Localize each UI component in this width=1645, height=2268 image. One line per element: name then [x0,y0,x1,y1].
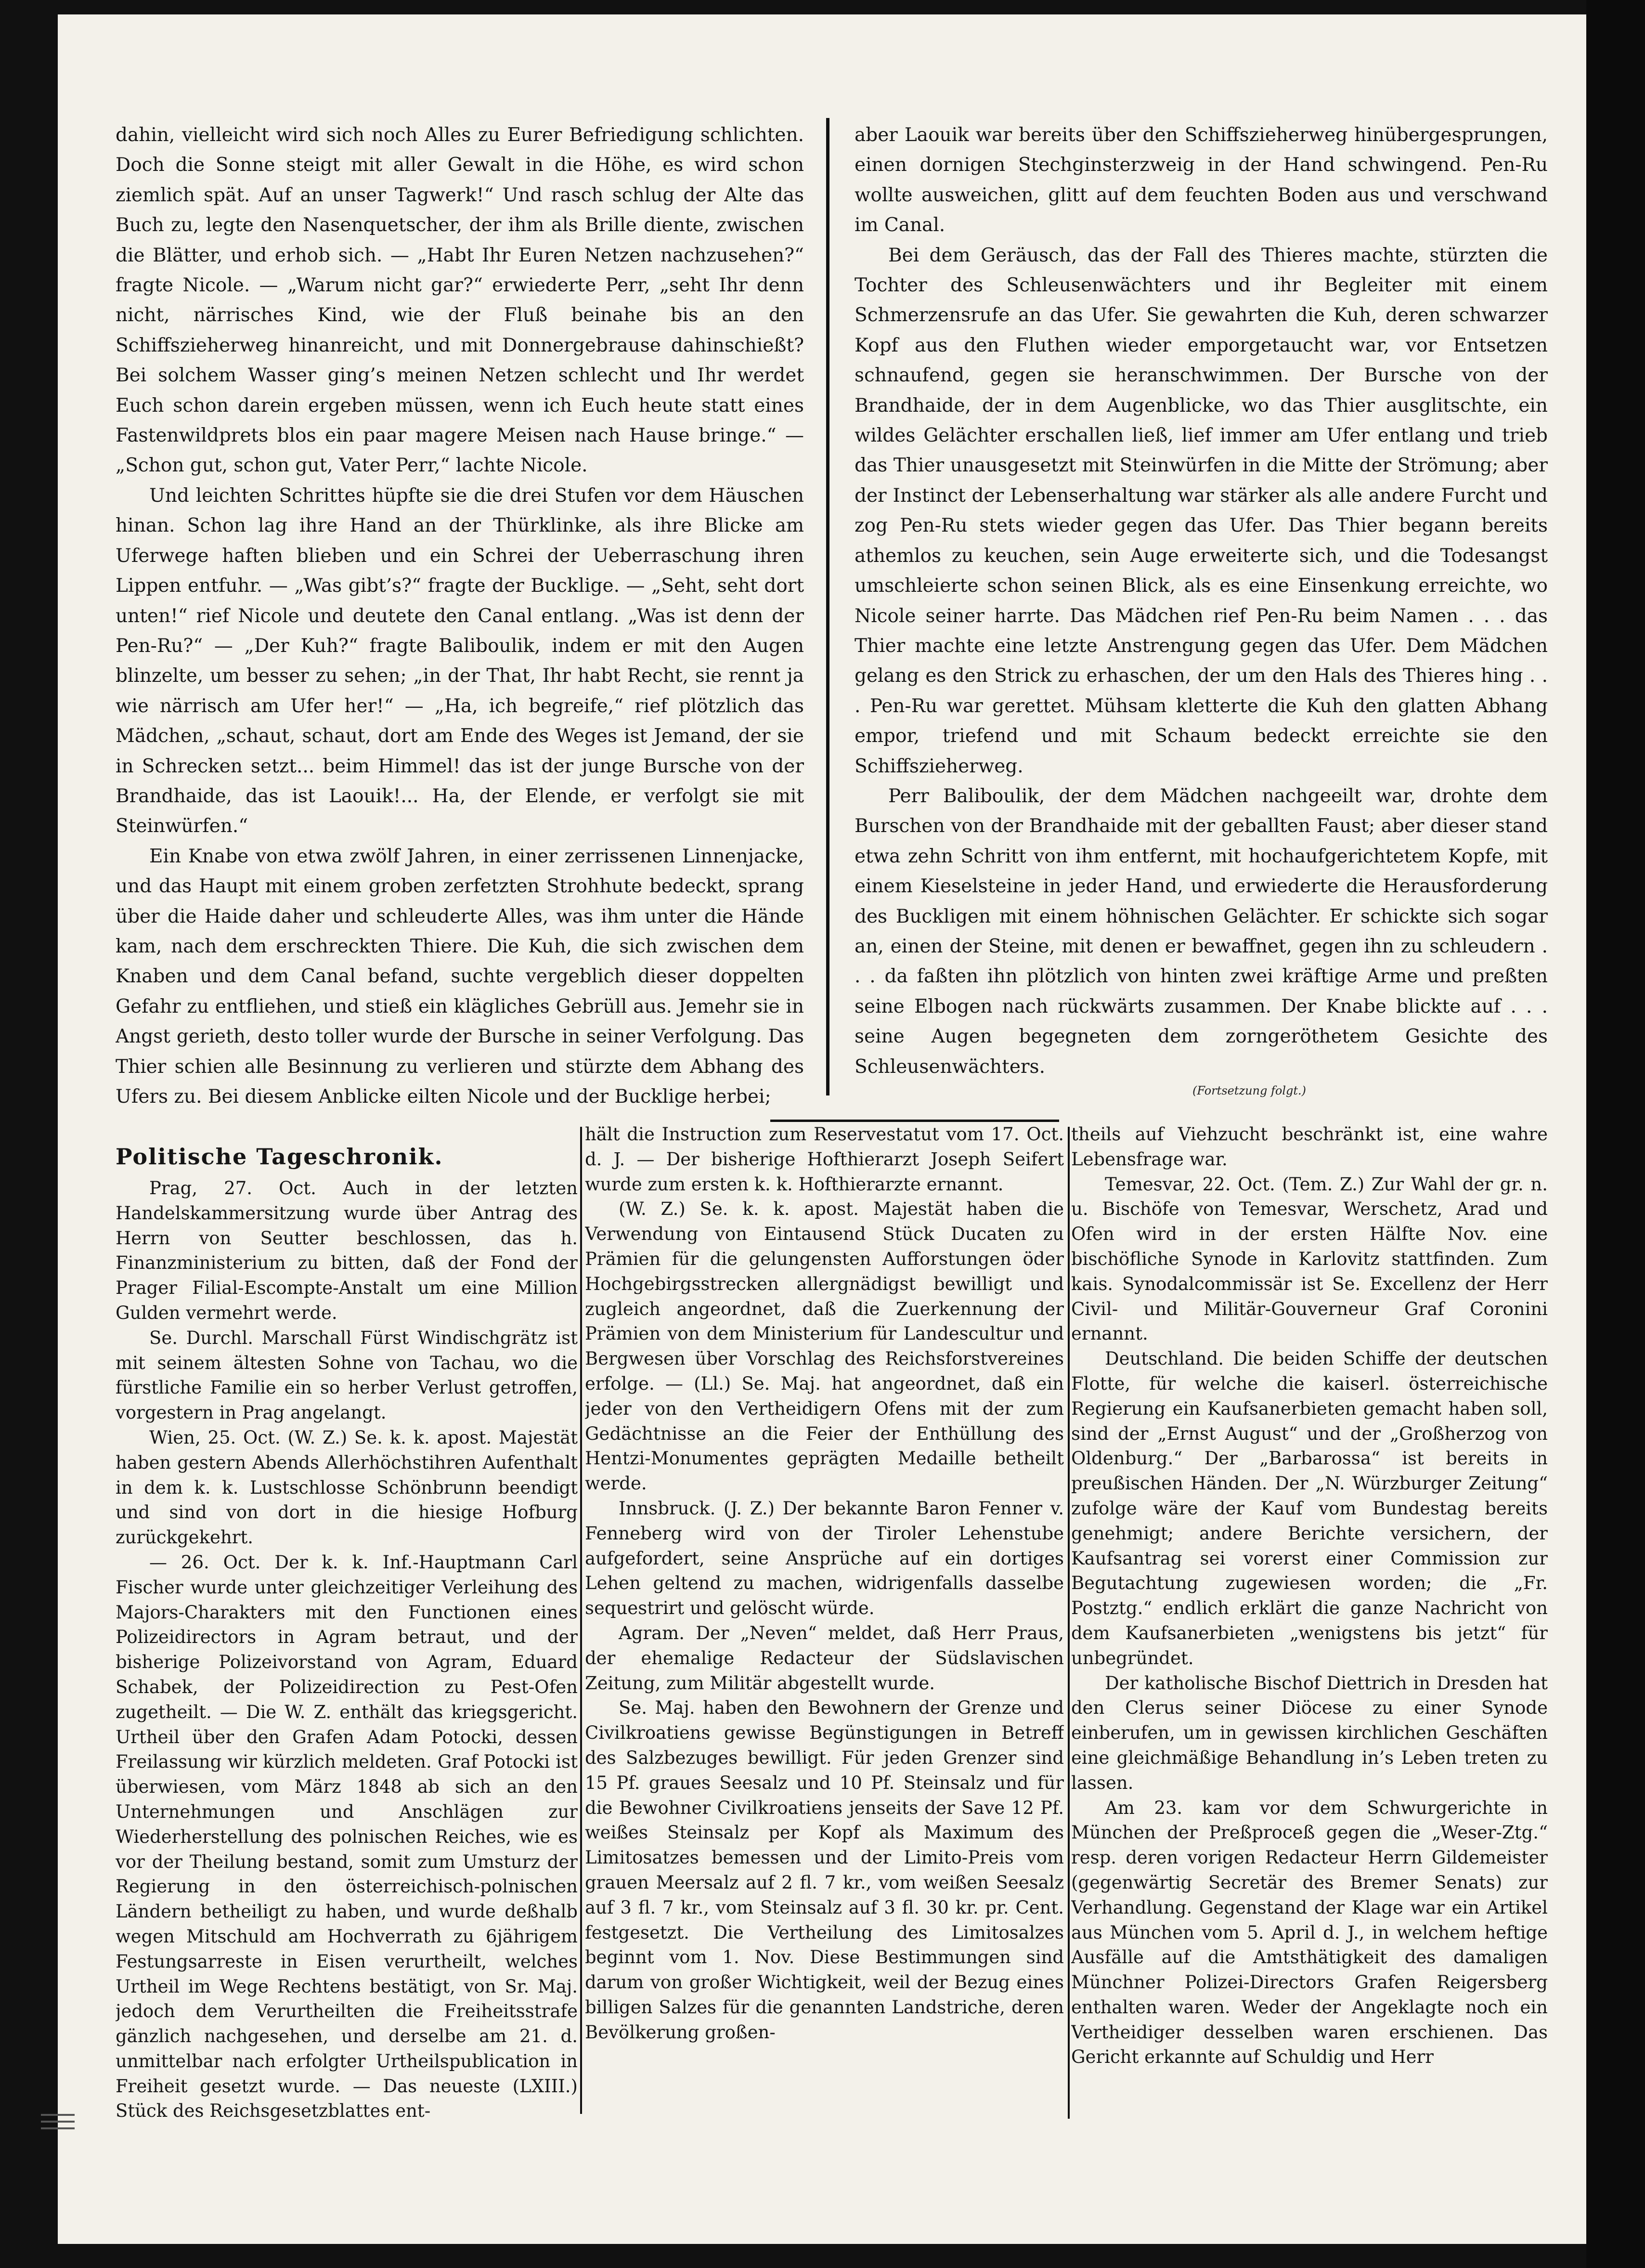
chronicle-column-1 [116,1141,578,2148]
section-heading: Politische Tageschronik. [116,1144,443,1170]
story-paragraph: dahin, vielleicht wird sich noch Alles zu Eurer Befriedigung schlichten. Doch die Sonne steigt mit aller Gewalt in die Höhe, es wird schon ziemlich spät. Auf an unser Tagwerk!“ Und rasch schlug der Alte das Buch zu, legte den Nasenquetscher, der ihm als Brille diente, zwischen die Blätter, und erhob sich. — „Habt Ihr Euren Netzen nachzusehen?“ fragte Nicole. — „Warum nicht gar?“ erwiederte Perr, „seht Ihr denn nicht, närrisches Kind, wie der Fluß beinahe bis an den Schiffszieherweg hinanreicht, und mit Donnergebrause dahinschießt? Bei solchem Wasser ging’s meinen Netzen schlecht und Ihr werdet Euch schon darein ergeben müssen, wenn ich Euch heute statt eines Fastenwildprets blos ein paar magere Meisen nach Hause bringe.“ — „Schon gut, schon gut, Vater Perr,“ lachte Nicole. [116,124,804,477]
news-item: Der katholische Bischof Diettrich in Dresden hat den Clerus seiner Diöcese zu einer Synode einberufen, um in gewissen kirchlichen Geschäften eine gleichmäßige Behandlung in’s Leben treten zu lassen. [1071,1672,1548,1793]
story-paragraph: Und leichten Schrittes hüpfte sie die drei Stufen vor dem Häuschen hinan. Schon lag ihre Hand an der Thürklinke, als ihre Blicke am Uferwege haften blieben und ein Schrei der Ueberraschung ihren Lippen entfuhr. — „Was gibt’s?“ fragte der Bucklige. — „Seht, seht dort unten!“ rief Nicole und deutete den Canal entlang. „Was ist denn der Pen-Ru?“ — „Der Kuh?“ fragte Baliboulik, indem er mit den Augen blinzelte, um besser zu sehen; „in der That, Ihr habt Recht, sie rennt ja wie närrisch am Ufer her!“ — „Ha, ich begreife,“ rief plötzlich das Mädchen, „schaut, schaut, dort am Ende des Weges ist Jemand, der sie in Schrecken setzt... beim Himmel! das ist der junge Bursche von der Brandhaide, das ist Laouik!... Ha, der Elende, er verfolgt sie mit Steinwürfen.“ [116,484,804,837]
news-item: hält die Instruction zum Reservestatut vom 17. Oct. d. J. — Der bisherige Hofthierarzt Joseph Seifert wurde zum ersten k. k. Hofthierarzte ernannt. [585,1124,1064,1195]
news-item: theils auf Viehzucht beschränkt ist, eine wahre Lebensfrage war. [1071,1124,1548,1170]
chronicle-column-3 [1071,1122,1548,2138]
column-rule [580,1127,582,2114]
news-item: Se. Durchl. Marschall Fürst Windischgrätz ist mit seinem ältesten Sohne von Tachau, wo die fürstliche Familie ein so herber Verlust getroffen, vorgestern in Prag angelangt. [116,1327,578,1423]
continuation-note: (Fortsetzung folgt.) [1192,1084,1306,1097]
story-column-left [116,120,804,1108]
margin-mark [41,2114,75,2116]
chronicle-column-2 [585,1122,1064,2138]
news-item: Se. Maj. haben den Bewohnern der Grenze und Civilkroatiens gewisse Begünstigungen in Betreff des Salzbezuges bewilligt. Für jeden Grenzer sind 15 Pf. graues Seesalz und 10 Pf. Steinsalz und für die Bewohner Civilkroatiens jenseits der Save 12 Pf. weißes Steinsalz per Kopf als Maximum des Limitosatzes bemessen und der Limito-Preis vom grauen Meersalz auf 2 fl. 7 kr., vom weißen Seesalz auf 3 fl. 7 kr., vom Steinsalz auf 3 fl. 30 kr. pr. Cent. festgesetzt. Die Vertheilung des Limitosalzes beginnt vom 1. Nov. Diese Bestimmungen sind darum von großer Wichtigkeit, weil der Bezug eines billigen Salzes für die genannten Landstriche, deren Bevölkerung großen- [585,1697,1064,2043]
story-paragraph: Bei dem Geräusch, das der Fall des Thieres machte, stürzten die Tochter des Schleusenwächters und ihr Begleiter mit einem Schmerzensrufe an das Ufer. Sie gewahrten die Kuh, deren schwarzer Kopf aus den Fluthen wieder emporgetaucht war, vor Entsetzen schnaufend, gegen sie heranschwimmen. Der Bursche von der Brandhaide, der in dem Augenblicke, wo das Thier ausglitschte, ein wildes Gelächter erschallen ließ, lief immer am Ufer entlang und trieb das Thier unausgesetzt mit Steinwürfen in die Mitte der Strömung; aber der Instinct der Lebenserhaltung war stärker als alle andere Furcht und zog Pen-Ru stets wieder gegen das Ufer. Das Thier begann bereits athemlos zu keuchen, sein Auge erweiterte sich, und die Todesangst umschleierte schon seinen Blick, als es eine Einsenkung erreichte, wo Nicole seiner harrte. Das Mädchen rief Pen-Ru beim Namen . . . das Thier machte eine letzte Anstrengung gegen das Ufer. Dem Mädchen gelang es den Strick zu erhaschen, der um den Hals des Thieres hing . . . Pen-Ru war gerettet. Mühsam kletterte die Kuh den glatten Abhang empor, triefend und mit Schaum bedeckt erreichte sie den Schiffszieherweg. [855,244,1548,777]
margin-mark [41,2121,75,2123]
story-column-right [855,120,1548,1088]
news-item: Am 23. kam vor dem Schwurgerichte in München der Preßproceß gegen die „Weser-Ztg.“ resp. deren vorigen Redacteur Herrn Gildemeister (gegenwärtig Secretär des Bremer Senats) zur Verhandlung. Gegenstand der Klage war ein Artikel aus München vom 5. April d. J., in welchem heftige Ausfälle auf die Amtsthätigkeit des damaligen Münchner Polizei-Directors Grafen Reigersberg enthalten waren. Weder der Angeklagte noch ein Vertheidiger desselben waren erschienen. Das Gericht erkannte auf Schuldig und Herr [1071,1797,1548,2068]
news-item: — 26. Oct. Der k. k. Inf.-Hauptmann Carl Fischer wurde unter gleichzeitiger Verleihung des Majors-Charakters mit den Functionen eines Polizeidirectors in Agram betraut, und der bisherige Polizeivorstand von Agram, Eduard Schabek, der Polizeidirection zu Pest-Ofen zugetheilt. — Die W. Z. enthält das kriegsgericht. Urtheil über den Grafen Adam Potocki, dessen Freilassung wir kürzlich meldeten. Graf Potocki ist überwiesen, vom März 1848 ab sich an den Unternehmungen und Anschlägen zur Wiederherstellung des polnischen Reiches, wie es vor der Theilung bestand, somit zum Umsturz der Regierung in den österreichisch-polnischen Ländern betheiligt zu haben, und wurde deßhalb wegen Mitschuld am Hochverrath zu 6jährigem Festungsarreste in Eisen verurtheilt, welches Urtheil im Wege Rechtens bestätigt, von Sr. Maj. jedoch dem Verurtheilten die Freiheitsstrafe gänzlich nachgesehen, und derselbe am 21. d. unmittelbar nach erfolgter Urtheilspublication in Freiheit gesetzt wurde. — Das neueste (LXIII.) Stück des Reichsgesetzblattes ent- [116,1551,578,2122]
news-item: Temesvar, 22. Oct. (Tem. Z.) Zur Wahl der gr. n. u. Bischöfe von Temesvar, Werschetz, Arad und Ofen wird in der ersten Hälfte Nov. eine bischöfliche Synode in Karlovitz stattfinden. Zum kais. Synodalcommissär ist Se. Excellenz der Herr Civil- und Militär-Gouverneur Graf Coronini ernannt. [1071,1173,1548,1344]
column-rule [826,118,829,1095]
story-paragraph: aber Laouik war bereits über den Schiffszieherweg hinübergesprungen, einen dornigen Stechginsterzweig in der Hand schwingend. Pen-Ru wollte ausweichen, glitt auf dem feuchten Boden aus und verschwand im Canal. [855,124,1548,236]
news-item: Agram. Der „Neven“ meldet, daß Herr Praus, der ehemalige Redacteur der Südslavischen Zeitung, zum Militär abgestellt wurde. [585,1622,1064,1694]
news-item: Wien, 25. Oct. (W. Z.) Se. k. k. apost. Majestät haben gestern Abends Allerhöchstihren Aufenthalt in dem k. k. Lustschlosse Schönbrunn beendigt und sind von dort in die hiesige Hofburg zurückgekehrt. [116,1427,578,1548]
scan-edge-shadow [1586,0,1645,2268]
story-paragraph: Ein Knabe von etwa zwölf Jahren, in einer zerrissenen Linnenjacke, und das Haupt mit einem groben zerfetzten Strohhute bedeckt, sprang über die Haide daher und schleuderte Alles, was ihm unter die Hände kam, nach dem erschreckten Thiere. Die Kuh, die sich zwischen dem Knaben und dem Canal befand, suchte vergeblich dieser doppelten Gefahr zu entfliehen, und stieß ein klägliches Gebrüll aus. Jemehr sie in Angst gerieth, desto toller wurde der Bursche in seiner Verfolgung. Das Thier schien alle Besinnung zu verlieren und stürzte dem Abhang des Ufers zu. Bei diesem Anblicke eilten Nicole und der Bucklige herbei; [116,845,804,1108]
margin-mark [41,2127,75,2129]
news-item: (W. Z.) Se. k. k. apost. Majestät haben die Verwendung von Eintausend Stück Ducaten zu Prämien für die gelungensten Aufforstungen öder Hochgebirgsstrecken allergnädigst bewilligt und zugleich angeordnet, daß die Zuerkennung der Prämien von dem Ministerium für Landescultur und Bergwesen über Vorschlag des Reichsforstvereines erfolge. — (Ll.) Se. Maj. hat angeordnet, daß ein jeder von den Vertheidigern Ofens mit der zum Gedächtnisse an die Feier der Enthüllung des Hentzi-Monumentes geprägten Medaille betheilt werde. [585,1199,1064,1494]
column-rule [1068,1127,1070,2119]
news-item: Innsbruck. (J. Z.) Der bekannte Baron Fenner v. Fenneberg wird von der Tiroler Lehenstube aufgefordert, seine Ansprüche auf ein dortiges Lehen geltend zu machen, widrigenfalls dasselbe sequestrirt und gelöscht würde. [585,1498,1064,1619]
story-paragraph: Perr Baliboulik, der dem Mädchen nachgeeilt war, drohte dem Burschen von der Brandhaide mit der geballten Faust; aber dieser stand etwa zehn Schritt von ihm entfernt, mit hochaufgerichtetem Kopfe, mit einem Kieselsteine in jeder Hand, und erwiederte die Herausforderung des Buckligen mit einem höhnischen Gelächter. Er schickte sich sogar an, einen der Steine, mit denen er bewaffnet, gegen ihn zu schleudern . . . da faßten ihn plötzlich von hinten zwei kräftige Arme und preßten seine Elbogen nach rückwärts zusammen. Der Knabe blickte auf . . . seine Augen begegneten dem zorngeröthetem Gesichte des Schleusenwächters. [855,785,1548,1078]
news-item: Deutschland. Die beiden Schiffe der deutschen Flotte, für welche die kaiserl. österreichische Regierung ein Kaufsanerbieten gemacht haben soll, sind der „Ernst August“ und der „Großherzog von Oldenburg.“ Der „Barbarossa“ ist bereits in preußischen Händen. Der „N. Würzburger Zeitung“ zufolge wäre der Kauf vom Bundestag bereits genehmigt; andere Berichte versichern, der Kaufsantrag sei vorerst einer Commission zur Begutachtung zugewiesen worden; die „Fr. Postztg.“ endlich erklärt die ganze Nachricht von dem Kaufsanerbieten „wenigstens bis jetzt“ für unbegründet. [1071,1348,1548,1668]
news-item: Prag, 27. Oct. Auch in der letzten Handelskammersitzung wurde über Antrag des Herrn von Seutter beschlossen, das h. Finanzministerium zu bitten, daß der Fond der Prager Filial-Escompte-Anstalt um eine Million Gulden vermehrt werde. [116,1178,578,1323]
